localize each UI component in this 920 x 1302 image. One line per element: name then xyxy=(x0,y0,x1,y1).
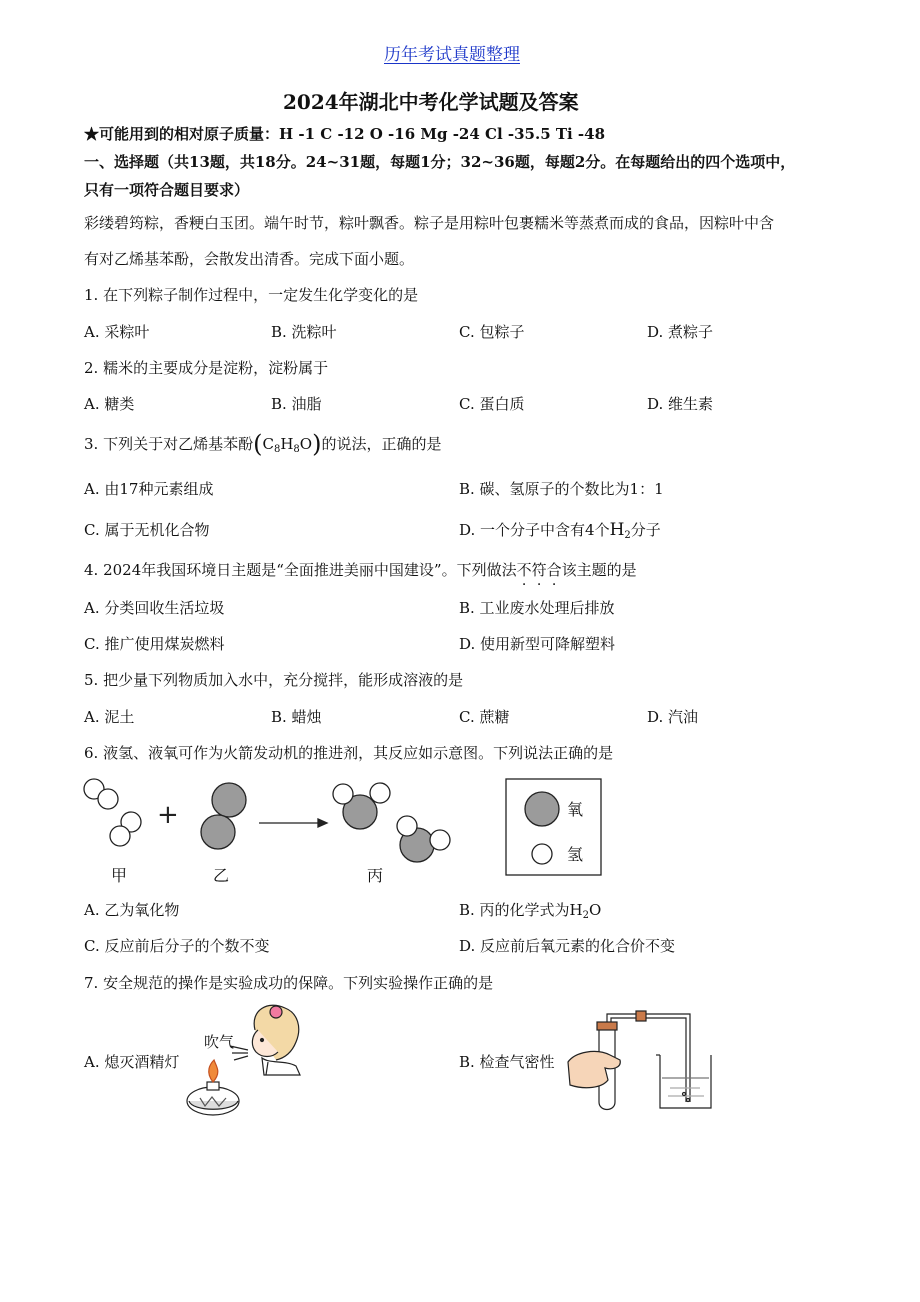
q6-stem: 6. 液氢、液氧可作为火箭发动机的推进剂，其反应如示意图。下列说法正确的是 xyxy=(84,744,614,762)
q6-option-b-post: O xyxy=(589,901,602,919)
plus-sign: + xyxy=(157,800,179,830)
q1-stem: 1. 在下列粽子制作过程中，一定发生化学变化的是 xyxy=(84,286,419,304)
q3-stem-post: 的说法，正确的是 xyxy=(321,435,442,453)
q3-option-b[interactable]: B. 碳、氢原子的个数比为1：1 xyxy=(459,480,664,498)
q6-option-b-sub: 2 xyxy=(582,910,590,921)
q2-option-b[interactable]: B. 油脂 xyxy=(271,395,322,413)
q3-formula-h: H xyxy=(280,435,294,453)
q5-option-b[interactable]: B. 蜡烛 xyxy=(271,708,322,726)
page-title: 2024年湖北中考化学试题及答案 xyxy=(283,90,579,114)
q1-option-b[interactable]: B. 洗粽叶 xyxy=(271,323,337,341)
q4-stem-pre: 4. 2024年我国环境日主题是“全面推进美丽中国建设”。下列做法 xyxy=(84,561,517,579)
q7-caption-blow: 吹气 xyxy=(204,1033,235,1051)
section-heading-line2: 只有一项符合题目要求） xyxy=(84,181,250,199)
q4-stem-post: 该主题的是 xyxy=(561,561,637,579)
q6-option-a[interactable]: A. 乙为氧化物 xyxy=(84,901,180,919)
q1-option-a[interactable]: A. 采粽叶 xyxy=(84,323,150,341)
q6-option-c[interactable]: C. 反应前后分子的个数不变 xyxy=(84,937,270,955)
q7-option-a[interactable]: A. 熄灭酒精灯 xyxy=(84,1053,180,1071)
q4-emphasis-2: 符 xyxy=(531,561,547,579)
intro-line2: 有对乙烯基苯酚，会散发出清香。完成下面小题。 xyxy=(84,250,415,268)
legend-oxygen-label: 氧 xyxy=(567,800,584,819)
q3-sub-h: 8 xyxy=(293,444,300,455)
q3-stem-pre: 3. 下列关于对乙烯基苯酚 xyxy=(84,435,254,453)
q2-option-d[interactable]: D. 维生素 xyxy=(647,395,714,413)
header-link[interactable]: 历年考试真题整理 xyxy=(384,45,520,65)
q3-option-a[interactable]: A. 由17种元素组成 xyxy=(84,480,214,498)
q3-option-d-pre: D. 一个分子中含有4个 xyxy=(459,521,610,539)
q7-option-b[interactable]: B. 检查气密性 xyxy=(459,1053,555,1071)
q4-emphasis-3: 合 xyxy=(546,561,562,579)
label-yi: 乙 xyxy=(213,866,230,885)
q6-option-d[interactable]: D. 反应前后氧元素的化合价不变 xyxy=(459,937,676,955)
q4-emphasis-1: 不 xyxy=(516,561,532,579)
legend-hydrogen-label: 氢 xyxy=(567,845,584,864)
q2-option-a[interactable]: A. 糖类 xyxy=(84,395,135,413)
q5-option-a[interactable]: A. 泥土 xyxy=(84,708,135,726)
q3-sub-c: 8 xyxy=(273,444,281,455)
q1-option-c[interactable]: C. 包粽子 xyxy=(459,323,525,341)
q5-option-d[interactable]: D. 汽油 xyxy=(647,708,699,726)
q4-option-d[interactable]: D. 使用新型可降解塑料 xyxy=(459,635,616,653)
q3-formula-o: O xyxy=(299,435,313,453)
q3-option-d-h: H xyxy=(609,520,625,540)
q3-option-c[interactable]: C. 属于无机化合物 xyxy=(84,521,210,539)
q3-stem: 3. 下列关于对乙烯基苯酚$(C_8H_8O)$的说法，正确的是 xyxy=(84,430,442,458)
q6-option-b-pre: B. 丙的化学式为H xyxy=(459,901,583,919)
q3-option-d-sub: 2 xyxy=(624,530,631,541)
q7-stem: 7. 安全规范的操作是实验成功的保障。下列实验操作正确的是 xyxy=(84,974,494,992)
q3-formula-c: C xyxy=(262,435,274,453)
intro-line1: 彩缕碧筠粽，香粳白玉团。端午时节，粽叶飘香。粽子是用粽叶包裹糯米等蒸煮而成的食品，因粽叶中含 xyxy=(84,214,775,232)
q4-option-b[interactable]: B. 工业废水处理后排放 xyxy=(459,599,615,617)
q4-option-c[interactable]: C. 推广使用煤炭燃料 xyxy=(84,635,225,653)
q5-stem: 5. 把少量下列物质加入水中，充分搅拌，能形成溶液的是 xyxy=(84,671,464,689)
q5-option-c[interactable]: C. 蔗糖 xyxy=(459,708,510,726)
label-bing: 丙 xyxy=(367,866,384,885)
atomic-masses: ★可能用到的相对原子质量：H -1 C -12 O -16 Mg -24 Cl -35.5 Ti -48 xyxy=(84,125,606,143)
q4-option-a[interactable]: A. 分类回收生活垃圾 xyxy=(84,599,225,617)
q3-option-d-post: 分子 xyxy=(630,521,661,539)
q1-option-d[interactable]: D. 煮粽子 xyxy=(647,323,714,341)
q2-stem: 2. 糯米的主要成分是淀粉，淀粉属于 xyxy=(84,359,329,377)
label-jia: 甲 xyxy=(111,866,128,885)
section-heading-line1: 一、选择题（共13题，共18分。24~31题，每题1分；32~36题，每题2分。在每题给出的四个选项中， xyxy=(84,153,796,171)
q2-option-c[interactable]: C. 蛋白质 xyxy=(459,395,525,413)
